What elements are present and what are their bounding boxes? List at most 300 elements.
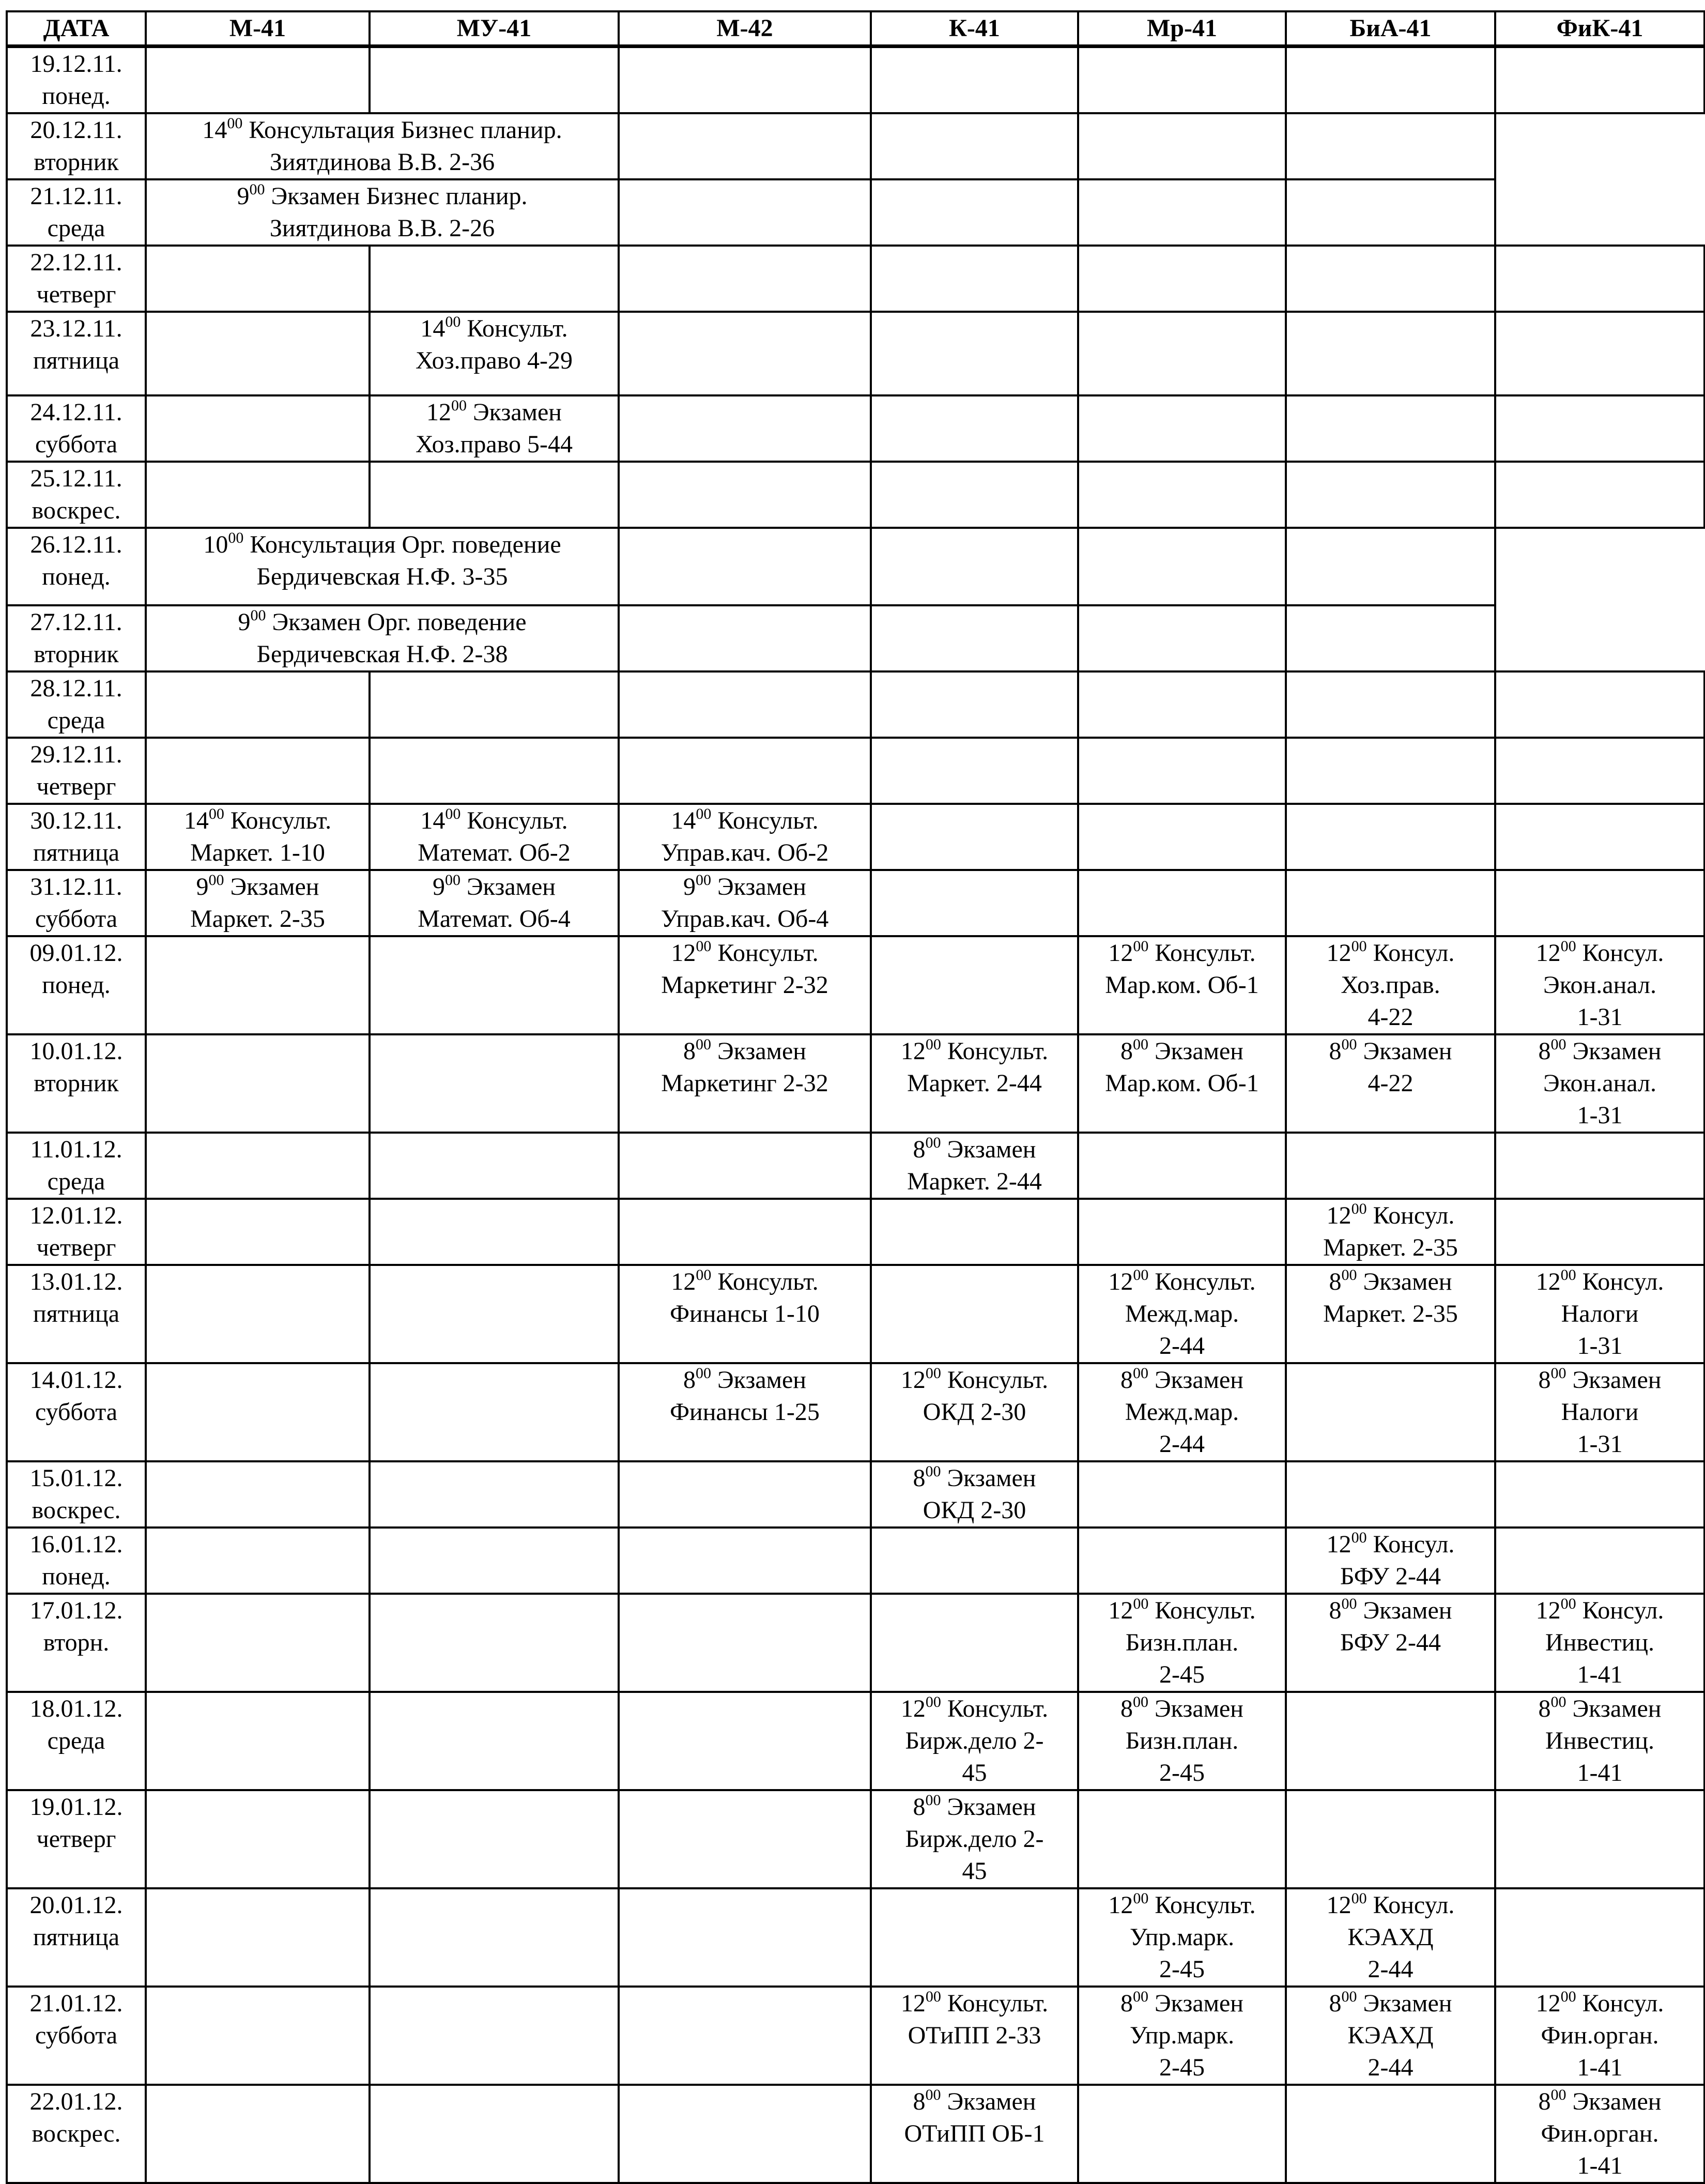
entry-event-text: Консульт. xyxy=(1155,1891,1256,1919)
exam-entry-cell xyxy=(146,179,619,246)
empty-cell xyxy=(871,462,1078,528)
empty-cell xyxy=(370,671,619,738)
entry-line: Маркет. 2-44 xyxy=(907,1168,1042,1195)
entry-event-text: Экзамен xyxy=(947,2088,1036,2115)
entry-line: ОТиПП 2-33 xyxy=(908,2022,1041,2049)
time-hour: 9 xyxy=(238,608,251,636)
entry-line: 4-22 xyxy=(1368,1070,1414,1097)
empty-cell xyxy=(1286,671,1495,738)
time-hour: 8 xyxy=(1120,1695,1133,1722)
time-minutes: 00 xyxy=(696,805,712,822)
schedule-row xyxy=(7,1265,1704,1363)
entry-first-line xyxy=(875,1791,1074,1823)
empty-cell xyxy=(1078,528,1286,605)
empty-cell xyxy=(1286,312,1495,395)
entry-first-line xyxy=(1499,2086,1700,2118)
date-cell xyxy=(7,1692,146,1790)
entry-event-text: Консульт. xyxy=(717,807,819,834)
empty-cell xyxy=(619,1594,871,1692)
empty-cell xyxy=(146,462,370,528)
entry-event-text: Консульт. xyxy=(947,1990,1049,2017)
time-hour: 12 xyxy=(426,399,451,426)
schedule-row xyxy=(7,395,1704,462)
entry-event-text: Консул. xyxy=(1582,1990,1664,2017)
empty-cell xyxy=(370,1265,619,1363)
date-cell xyxy=(7,179,146,246)
empty-cell xyxy=(1078,1461,1286,1528)
entry-event-text: Консульт. xyxy=(1155,939,1256,967)
entry-first-line xyxy=(623,805,867,837)
time-minutes: 00 xyxy=(1341,1266,1357,1284)
exam-entry-cell xyxy=(1078,1265,1286,1363)
entry-line: 1-41 xyxy=(1577,2054,1623,2081)
entry-event-text: Экзамен xyxy=(717,1037,806,1065)
header-group-mu41: МУ-41 xyxy=(370,11,619,47)
entry-event-text: Экзамен xyxy=(1363,1268,1452,1295)
exam-entry-cell xyxy=(1495,1034,1704,1133)
date-text: 21.01.12. xyxy=(29,1990,123,2017)
entry-line: БФУ 2-44 xyxy=(1340,1629,1441,1656)
empty-cell xyxy=(1078,1790,1286,1888)
schedule-row xyxy=(7,936,1704,1034)
empty-cell xyxy=(1286,2085,1495,2183)
exam-entry-cell xyxy=(871,1790,1078,1888)
entry-line: 1-41 xyxy=(1577,2152,1623,2179)
empty-cell xyxy=(146,1199,370,1265)
entry-first-line xyxy=(623,1035,867,1067)
entry-first-line xyxy=(875,1462,1074,1494)
date-cell xyxy=(7,246,146,312)
time-hour: 12 xyxy=(1108,1597,1133,1624)
entry-line: Межд.мар. xyxy=(1125,1398,1239,1426)
empty-cell xyxy=(619,113,871,179)
entry-event-text: Экзамен xyxy=(947,1793,1036,1821)
entry-event-text: Консул. xyxy=(1373,1531,1455,1558)
weekday-text: вторн. xyxy=(43,1629,110,1656)
exam-entry-cell xyxy=(1286,1265,1495,1363)
exam-entry-cell xyxy=(1286,1594,1495,1692)
entry-first-line xyxy=(875,1693,1074,1725)
exam-entry-cell xyxy=(871,2085,1078,2183)
entry-first-line xyxy=(1499,1035,1700,1067)
exam-entry-cell xyxy=(619,1363,871,1461)
time-minutes: 00 xyxy=(1550,2086,1566,2103)
empty-cell xyxy=(1495,1888,1704,1987)
empty-cell xyxy=(370,1363,619,1461)
date-text: 12.01.12. xyxy=(29,1202,123,1229)
time-minutes: 00 xyxy=(1341,1595,1357,1612)
empty-cell xyxy=(1078,2085,1286,2183)
empty-cell xyxy=(1078,395,1286,462)
entry-event-text: Экзамен xyxy=(717,873,806,900)
time-minutes: 00 xyxy=(1560,1988,1576,2005)
entry-line: 1-31 xyxy=(1577,1332,1623,1360)
entry-event-text: Консультация Орг. поведение xyxy=(250,531,561,558)
time-minutes: 00 xyxy=(445,805,461,822)
entry-line: Бердичевская Н.Ф. 3-35 xyxy=(256,563,508,590)
time-hour: 12 xyxy=(671,1268,696,1295)
weekday-text: суббота xyxy=(35,1398,118,1426)
exam-entry-cell xyxy=(871,1987,1078,2085)
entry-first-line xyxy=(374,396,615,429)
schedule-row xyxy=(7,1034,1704,1133)
entry-first-line xyxy=(875,1364,1074,1396)
weekday-text: пятница xyxy=(33,1300,120,1327)
weekday-text: пятница xyxy=(33,347,120,374)
empty-cell xyxy=(370,1692,619,1790)
entry-line: Зиятдинова В.В. 2-26 xyxy=(269,215,495,242)
entry-first-line xyxy=(1082,1595,1282,1627)
date-cell xyxy=(7,1265,146,1363)
weekday-text: вторник xyxy=(34,1070,119,1097)
weekday-text: суббота xyxy=(35,905,118,933)
entry-line: 2-44 xyxy=(1368,1956,1414,1983)
empty-cell xyxy=(619,1133,871,1199)
time-hour: 14 xyxy=(671,807,696,834)
empty-cell xyxy=(1078,47,1286,114)
empty-cell xyxy=(1495,395,1704,462)
empty-cell xyxy=(1495,1790,1704,1888)
exam-entry-cell xyxy=(871,1461,1078,1528)
exam-entry-cell xyxy=(1495,1594,1704,1692)
time-minutes: 00 xyxy=(208,872,224,889)
entry-line: 1-31 xyxy=(1577,1102,1623,1129)
entry-line: Инвестиц. xyxy=(1545,1629,1654,1656)
time-hour: 14 xyxy=(202,116,227,144)
entry-first-line xyxy=(1082,1035,1282,1067)
header-group-mr41: Мр-41 xyxy=(1078,11,1286,47)
empty-cell xyxy=(1078,671,1286,738)
time-minutes: 00 xyxy=(1132,1365,1148,1382)
empty-cell xyxy=(619,462,871,528)
schedule-row xyxy=(7,47,1704,114)
entry-event-text: Консул. xyxy=(1582,1597,1664,1624)
date-text: 11.01.12. xyxy=(30,1136,122,1163)
header-group-fik41: ФиК-41 xyxy=(1495,11,1704,47)
time-hour: 9 xyxy=(432,873,445,900)
time-hour: 12 xyxy=(1535,1597,1561,1624)
empty-cell xyxy=(619,312,871,395)
time-minutes: 00 xyxy=(1550,1365,1566,1382)
exam-entry-cell xyxy=(619,804,871,870)
time-minutes: 00 xyxy=(925,1693,941,1710)
date-text: 17.01.12. xyxy=(29,1597,123,1624)
entry-line: Межд.мар. xyxy=(1125,1300,1239,1327)
entry-line: 2-45 xyxy=(1159,1661,1205,1688)
exam-entry-cell xyxy=(1495,1692,1704,1790)
empty-cell xyxy=(146,1692,370,1790)
date-cell xyxy=(7,804,146,870)
entry-first-line xyxy=(374,871,615,903)
weekday-text: воскрес. xyxy=(32,2120,121,2147)
empty-cell xyxy=(1495,738,1704,804)
time-hour: 8 xyxy=(683,1366,696,1394)
header-date: ДАТА xyxy=(7,11,146,47)
entry-line: Хоз.прав. xyxy=(1341,971,1440,999)
date-cell xyxy=(7,462,146,528)
entry-first-line xyxy=(623,1266,867,1298)
entry-line: ОКД 2-30 xyxy=(923,1496,1026,1524)
entry-line: Маркет. 2-35 xyxy=(190,905,325,933)
entry-event-text: Консул. xyxy=(1582,939,1664,967)
date-cell xyxy=(7,2085,146,2183)
date-text: 20.01.12. xyxy=(29,1891,123,1919)
time-minutes: 00 xyxy=(1133,1890,1149,1907)
time-minutes: 00 xyxy=(1351,1200,1367,1217)
time-hour: 12 xyxy=(1108,1891,1133,1919)
time-hour: 12 xyxy=(900,1366,926,1394)
weekday-text: вторник xyxy=(34,148,119,176)
time-minutes: 00 xyxy=(208,805,224,822)
schedule-row xyxy=(7,1888,1704,1987)
date-text: 26.12.11. xyxy=(30,531,122,558)
empty-cell xyxy=(370,1987,619,2085)
time-minutes: 00 xyxy=(1133,1595,1149,1612)
date-cell xyxy=(7,671,146,738)
entry-first-line xyxy=(150,805,365,837)
empty-cell xyxy=(871,671,1078,738)
empty-cell xyxy=(1286,528,1495,605)
entry-event-text: Экзамен xyxy=(717,1366,806,1394)
entry-first-line xyxy=(623,937,867,969)
empty-cell xyxy=(1078,1133,1286,1199)
empty-cell xyxy=(1078,179,1286,246)
exam-entry-cell xyxy=(1078,1363,1286,1461)
empty-cell xyxy=(1495,804,1704,870)
weekday-text: четверг xyxy=(36,281,116,308)
time-hour: 12 xyxy=(1108,939,1133,967)
date-text: 13.01.12. xyxy=(29,1268,123,1295)
entry-line: Упр.марк. xyxy=(1129,2022,1235,2049)
exam-entry-cell xyxy=(1495,1265,1704,1363)
empty-cell xyxy=(370,47,619,114)
empty-cell xyxy=(1078,804,1286,870)
entry-event-text: Консульт. xyxy=(1155,1268,1256,1295)
exam-entry-cell xyxy=(1078,1987,1286,2085)
date-cell xyxy=(7,738,146,804)
exam-entry-cell xyxy=(619,1265,871,1363)
entry-event-text: Консульт. xyxy=(1155,1597,1256,1624)
time-hour: 8 xyxy=(1120,1366,1133,1394)
entry-line: 1-31 xyxy=(1577,1430,1623,1458)
time-minutes: 00 xyxy=(925,1792,941,1809)
empty-cell xyxy=(619,671,871,738)
entry-event-text: Консульт. xyxy=(467,315,568,342)
exam-entry-cell xyxy=(619,936,871,1034)
time-hour: 9 xyxy=(683,873,696,900)
empty-cell xyxy=(871,936,1078,1034)
schedule-row xyxy=(7,1790,1704,1888)
time-hour: 12 xyxy=(900,1990,926,2017)
schedule-row xyxy=(7,671,1704,738)
empty-cell xyxy=(871,1199,1078,1265)
entry-event-text: Экзамен Орг. поведение xyxy=(272,608,527,636)
empty-cell xyxy=(619,246,871,312)
time-hour: 8 xyxy=(1538,1695,1551,1722)
entry-first-line xyxy=(1082,1364,1282,1396)
exam-entry-cell xyxy=(1286,1034,1495,1133)
time-minutes: 00 xyxy=(695,1365,711,1382)
empty-cell xyxy=(871,1594,1078,1692)
time-minutes: 00 xyxy=(1132,1693,1148,1710)
entry-first-line xyxy=(150,871,365,903)
empty-cell xyxy=(370,1790,619,1888)
entry-event-text: Консульт. xyxy=(717,1268,819,1295)
time-minutes: 00 xyxy=(925,2086,941,2103)
empty-cell xyxy=(871,312,1078,395)
entry-first-line xyxy=(150,114,615,146)
time-hour: 12 xyxy=(1535,939,1561,967)
entry-event-text: Консульт. xyxy=(947,1695,1049,1722)
time-hour: 12 xyxy=(1326,1891,1351,1919)
date-text: 28.12.11. xyxy=(30,675,122,702)
weekday-text: среда xyxy=(47,1727,105,1754)
exam-entry-cell xyxy=(871,1133,1078,1199)
entry-line: 2-45 xyxy=(1159,1759,1205,1786)
entry-line: 2-45 xyxy=(1159,1956,1205,1983)
weekday-text: среда xyxy=(47,707,105,734)
entry-first-line xyxy=(1290,1266,1491,1298)
time-minutes: 00 xyxy=(444,872,460,889)
exam-entry-cell xyxy=(1495,2085,1704,2183)
entry-line: 2-44 xyxy=(1368,2054,1414,2081)
empty-cell xyxy=(871,738,1078,804)
empty-cell xyxy=(619,2085,871,2183)
entry-line: 2-45 xyxy=(1159,2054,1205,2081)
exam-entry-cell xyxy=(871,1363,1078,1461)
entry-event-text: Экзамен Бизнес планир. xyxy=(271,182,528,210)
date-text: 24.12.11. xyxy=(30,399,122,426)
date-cell xyxy=(7,1790,146,1888)
empty-cell xyxy=(1078,1528,1286,1594)
empty-cell xyxy=(370,738,619,804)
exam-entry-cell xyxy=(1078,1888,1286,1987)
time-hour: 8 xyxy=(1538,1366,1551,1394)
empty-cell xyxy=(146,1888,370,1987)
entry-line: Хоз.право 5-44 xyxy=(416,431,573,458)
entry-line: Бирж.дело 2- xyxy=(905,1727,1044,1754)
weekday-text: пятница xyxy=(33,1923,120,1951)
entry-line: Хоз.право 4-29 xyxy=(416,347,573,374)
entry-first-line xyxy=(875,1035,1074,1067)
entry-event-text: Экзамен xyxy=(1363,1597,1452,1624)
schedule-row xyxy=(7,179,1704,246)
entry-first-line xyxy=(374,313,615,345)
time-minutes: 00 xyxy=(696,938,712,955)
time-minutes: 00 xyxy=(1560,1266,1576,1284)
entry-line: Экон.анал. xyxy=(1543,971,1656,999)
empty-cell xyxy=(1078,738,1286,804)
entry-line: Бирж.дело 2- xyxy=(905,1825,1044,1853)
date-text: 20.12.11. xyxy=(30,116,122,144)
time-hour: 12 xyxy=(900,1695,926,1722)
time-hour: 12 xyxy=(900,1037,926,1065)
empty-cell xyxy=(1495,47,1704,114)
entry-first-line xyxy=(1082,1889,1282,1921)
empty-cell xyxy=(1078,462,1286,528)
entry-line: БФУ 2-44 xyxy=(1340,1563,1441,1590)
header-row xyxy=(7,11,1704,47)
date-text: 22.12.11. xyxy=(30,249,122,276)
entry-line: Финансы 1-25 xyxy=(670,1398,820,1426)
entry-line: Налоги xyxy=(1561,1300,1639,1327)
weekday-text: среда xyxy=(47,1168,105,1195)
date-cell xyxy=(7,1199,146,1265)
entry-line: Математ. Об-2 xyxy=(418,839,571,866)
empty-cell xyxy=(370,1034,619,1133)
time-hour: 8 xyxy=(913,1136,926,1163)
empty-cell xyxy=(370,462,619,528)
time-minutes: 00 xyxy=(695,1036,711,1053)
time-minutes: 00 xyxy=(1560,938,1576,955)
exam-entry-cell xyxy=(619,870,871,936)
schedule-row xyxy=(7,1461,1704,1528)
date-text: 29.12.11. xyxy=(30,741,122,768)
exam-schedule-table xyxy=(6,10,1705,2184)
entry-event-text: Консул. xyxy=(1373,1891,1455,1919)
entry-line: Экон.анал. xyxy=(1543,1070,1656,1097)
date-text: 10.01.12. xyxy=(29,1037,123,1065)
date-cell xyxy=(7,312,146,395)
entry-first-line xyxy=(623,871,867,903)
entry-event-text: Экзамен xyxy=(1572,1366,1662,1394)
empty-cell xyxy=(370,936,619,1034)
weekday-text: воскрес. xyxy=(32,1496,121,1524)
entry-line: 45 xyxy=(962,1759,987,1786)
weekday-text: четверг xyxy=(36,1825,116,1853)
time-hour: 8 xyxy=(1120,1990,1133,2017)
empty-cell xyxy=(619,1461,871,1528)
empty-cell xyxy=(1078,312,1286,395)
empty-cell xyxy=(146,395,370,462)
entry-line: Маркет. 2-35 xyxy=(1323,1234,1458,1261)
schedule-row xyxy=(7,1363,1704,1461)
empty-cell xyxy=(1286,179,1495,246)
empty-cell xyxy=(619,1888,871,1987)
entry-event-text: Консульт. xyxy=(947,1037,1049,1065)
date-cell xyxy=(7,528,146,605)
entry-first-line xyxy=(374,805,615,837)
entry-event-text: Экзамен xyxy=(1154,1695,1243,1722)
entry-first-line xyxy=(1499,1595,1700,1627)
entry-event-text: Экзамен xyxy=(1363,1037,1452,1065)
entry-line: Фин.орган. xyxy=(1541,2120,1659,2147)
date-cell xyxy=(7,1594,146,1692)
empty-cell xyxy=(619,528,871,605)
empty-cell xyxy=(370,246,619,312)
schedule-row xyxy=(7,1133,1704,1199)
empty-cell xyxy=(871,1528,1078,1594)
time-minutes: 00 xyxy=(1351,1529,1367,1546)
date-text: 14.01.12. xyxy=(29,1366,123,1394)
weekday-text: суббота xyxy=(35,2022,118,2049)
empty-cell xyxy=(1286,1363,1495,1461)
entry-first-line xyxy=(875,1988,1074,2020)
time-minutes: 00 xyxy=(451,397,467,414)
entry-line: Мар.ком. Об-1 xyxy=(1105,1070,1259,1097)
header-group-m41: М-41 xyxy=(146,11,370,47)
schedule-row xyxy=(7,2085,1704,2183)
empty-cell xyxy=(370,1461,619,1528)
exam-entry-cell xyxy=(146,870,370,936)
time-hour: 8 xyxy=(1120,1037,1133,1065)
entry-line: Налоги xyxy=(1561,1398,1639,1426)
entry-line: Маркетинг 2-32 xyxy=(661,971,828,999)
empty-cell xyxy=(146,312,370,395)
empty-cell xyxy=(619,395,871,462)
entry-event-text: Экзамен xyxy=(1363,1990,1452,2017)
time-hour: 12 xyxy=(1108,1268,1133,1295)
